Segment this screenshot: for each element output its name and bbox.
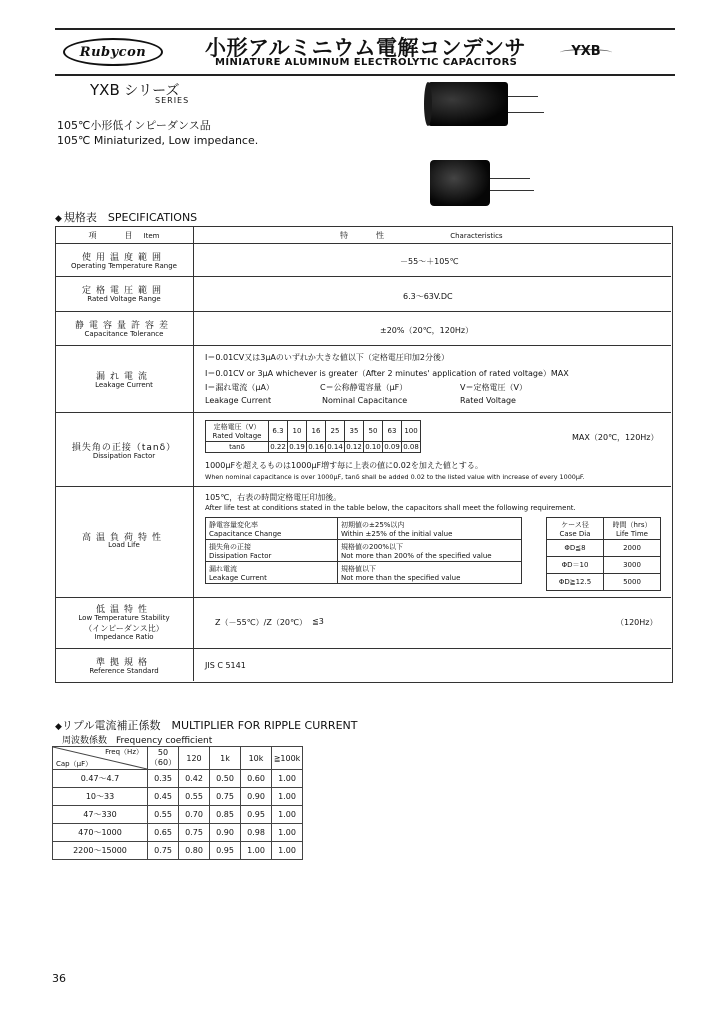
- load-life-label-jp: 高温負荷特性: [81, 533, 166, 543]
- load-life-label-en: Load Life: [108, 541, 140, 549]
- low-temp-label-en: Low Temperature Stability: [78, 614, 170, 622]
- voltage-cell: 35: [345, 421, 364, 442]
- tan-delta-cell: 0.10: [365, 443, 381, 451]
- load-life-criterion: 初期値の±25%以内 Within ±25% of the initial value: [338, 518, 522, 540]
- life-time-header: 時間（hrs） Life Time: [604, 518, 661, 540]
- dissipation-label-jp: 損失角の正接（tanδ）: [71, 443, 177, 453]
- life-time-table: [546, 517, 661, 591]
- life-time-cell: 3000: [604, 557, 661, 574]
- series-code: YXB: [90, 81, 120, 99]
- ripple-subtitle: 周波数係数 Frequency coefficient: [62, 736, 213, 746]
- tan-delta-cell: 0.12: [346, 443, 362, 451]
- multiplier-cell: 0.75: [179, 824, 210, 842]
- spec-row-divider: [55, 412, 671, 413]
- spec-row-divider: [55, 243, 671, 244]
- multiplier-cell: 0.95: [241, 806, 272, 824]
- tan-delta-cell: 0.08: [403, 443, 419, 451]
- voltage-cell: 16: [307, 421, 326, 442]
- page-title-en: MINIATURE ALUMINUM ELECTROLYTIC CAPACITORS: [215, 57, 518, 68]
- freq-header-cell: 120: [179, 747, 210, 770]
- multiplier-cell: 0.95: [210, 842, 241, 860]
- table-row: [53, 824, 303, 842]
- multiplier-cell: 1.00: [272, 770, 303, 788]
- page-title-jp: 小形アルミニウム電解コンデンサ: [205, 36, 527, 60]
- operating-temp-label-en: Operating Temperature Range: [71, 262, 177, 270]
- tan-delta-cell: 0.22: [270, 443, 286, 451]
- leakage-legend-i-jp: I＝漏れ電流（μA）: [205, 383, 274, 392]
- capacitor-lead: [508, 112, 544, 113]
- reference-label-jp: 準拠規格: [95, 658, 152, 668]
- spec-row-divider: [55, 597, 671, 598]
- low-temp-label-en2: Impedance Ratio: [94, 633, 154, 641]
- table-row: [53, 770, 303, 788]
- leakage-legend-v-en: Rated Voltage: [460, 396, 516, 405]
- cap-tolerance-label-en: Capacitance Tolerance: [84, 330, 164, 338]
- series-mark: [560, 42, 612, 60]
- low-temp-label-jp2: （インピーダンス比）: [84, 624, 164, 633]
- load-life-condition-jp: 105℃，右表の時間定格電圧印加後。: [205, 493, 342, 502]
- ripple-corner-cell: [53, 747, 148, 770]
- multiplier-cell: 0.80: [179, 842, 210, 860]
- load-life-item: 漏れ電流 Leakage Current: [206, 562, 338, 584]
- cap-range-cell: 2200～15000: [53, 842, 148, 860]
- spec-row-divider: [55, 276, 671, 277]
- diamond-icon: ◆: [55, 214, 62, 224]
- multiplier-cell: 0.70: [179, 806, 210, 824]
- spec-column-divider: [193, 226, 194, 681]
- low-temp-label-jp: 低温特性: [95, 605, 152, 615]
- operating-temp-value: －55～＋105℃: [400, 257, 459, 266]
- diamond-icon: ◆: [55, 722, 62, 732]
- capacitor-lead: [508, 96, 538, 97]
- multiplier-cell: 0.60: [241, 770, 272, 788]
- multiplier-cell: 0.50: [210, 770, 241, 788]
- load-life-condition-en: After life test at conditions stated in the table below, the capacitors shall meet the following requirement.: [205, 504, 576, 512]
- capacitor-lead: [490, 178, 530, 179]
- leakage-formula-jp: I＝0.01CV又は3μAのいずれか大きな値以下（定格電圧印加2分後）: [205, 353, 449, 362]
- dissipation-label-en: Dissipation Factor: [92, 452, 156, 460]
- multiplier-cell: 0.45: [148, 788, 179, 806]
- spec-row-divider: [55, 311, 671, 312]
- series-mark-text: YXB: [571, 43, 601, 59]
- leakage-legend-v-jp: V＝定格電圧（V）: [460, 383, 527, 392]
- rated-voltage-label-jp: 定格電圧範囲: [81, 286, 166, 296]
- multiplier-cell: 0.55: [148, 806, 179, 824]
- tan-delta-cell: 0.16: [308, 443, 324, 451]
- case-dia-header: ケース径 Case Dia: [547, 518, 604, 540]
- operating-temp-label-jp: 使用温度範囲: [81, 253, 166, 263]
- load-life-criterion: 規格値以下 Not more than the specified value: [338, 562, 522, 584]
- freq-header-label: Freq（Hz）: [105, 748, 143, 756]
- multiplier-cell: 0.75: [210, 788, 241, 806]
- leakage-label-en: Leakage Current: [95, 381, 153, 389]
- multiplier-cell: 0.55: [179, 788, 210, 806]
- spec-row-divider: [55, 648, 671, 649]
- rated-voltage-value: 6.3～63V.DC: [403, 292, 453, 301]
- multiplier-cell: 1.00: [241, 842, 272, 860]
- table-row: [53, 842, 303, 860]
- cap-tolerance-label-jp: 静電容量許容差: [74, 321, 173, 331]
- load-life-item: 損失角の正接 Dissipation Factor: [206, 540, 338, 562]
- series-jp-label: シリーズ: [124, 83, 180, 99]
- spec-header-char: 特 性 Characteristics: [340, 231, 503, 240]
- multiplier-cell: 0.98: [241, 824, 272, 842]
- leakage-legend-c-jp: C＝公称静電容量（μF）: [320, 383, 408, 392]
- voltage-cell: 25: [326, 421, 345, 442]
- freq-header-cell: ≧100k: [272, 747, 303, 770]
- spec-row-divider: [55, 345, 671, 346]
- load-life-item: 静電容量変化率 Capacitance Change: [206, 518, 338, 540]
- spec-section-title: ◆ 規格表 SPECIFICATIONS: [55, 211, 198, 224]
- capacitor-photo-large: [428, 82, 508, 126]
- voltage-cell: 100: [402, 421, 421, 442]
- multiplier-cell: 0.75: [148, 842, 179, 860]
- page-number: 36: [52, 972, 66, 985]
- low-temp-condition: （120Hz）: [616, 618, 658, 627]
- leakage-legend-c-en: Nominal Capacitance: [322, 396, 408, 405]
- rated-voltage-header: 定格電圧（V） Rated Voltage: [206, 421, 269, 442]
- load-life-criterion: 規格値の200%以下 Not more than 200% of the specified value: [338, 540, 522, 562]
- case-dia-cell: ΦD≦8: [547, 540, 604, 557]
- ripple-section-title: ◆リプル電流補正係数 MULTIPLIER FOR RIPPLE CURRENT: [55, 719, 358, 732]
- multiplier-cell: 0.35: [148, 770, 179, 788]
- multiplier-cell: 0.90: [210, 824, 241, 842]
- table-row: [53, 788, 303, 806]
- voltage-cell: 63: [383, 421, 402, 442]
- multiplier-cell: 1.00: [272, 824, 303, 842]
- multiplier-cell: 1.00: [272, 842, 303, 860]
- low-temp-formula: Z（－55℃）/Z（20℃）: [215, 618, 307, 627]
- voltage-cell: 50: [364, 421, 383, 442]
- low-temp-value: ≦3: [312, 617, 324, 626]
- tan-delta-table: [205, 420, 421, 453]
- ripple-multiplier-table: [52, 746, 303, 860]
- capacitor-lead: [490, 190, 534, 191]
- spec-row-divider: [55, 486, 671, 487]
- multiplier-cell: 1.00: [272, 788, 303, 806]
- feature-jp: 105℃小形低インピーダンス品: [57, 119, 211, 132]
- table-row: [53, 806, 303, 824]
- dissipation-note-en: When nominal capacitance is over 1000μF, tanδ shall be added 0.02 to the listed value with increase of every 1000μF.: [205, 473, 585, 481]
- tan-delta-header: tanδ: [206, 442, 269, 453]
- cap-range-cell: 10～33: [53, 788, 148, 806]
- series-en-label: SERIES: [155, 96, 190, 105]
- voltage-cell: 6.3: [269, 421, 288, 442]
- cap-header-label: Cap（μF）: [56, 760, 93, 768]
- multiplier-cell: 0.42: [179, 770, 210, 788]
- freq-header-cell: 10k: [241, 747, 272, 770]
- capacitor-photo-small: [430, 160, 490, 206]
- freq-header-cell: 1k: [210, 747, 241, 770]
- life-time-cell: 5000: [604, 574, 661, 591]
- reference-value: JIS C 5141: [205, 661, 246, 670]
- rated-voltage-label-en: Rated Voltage Range: [87, 295, 161, 303]
- voltage-cell: 10: [288, 421, 307, 442]
- feature-en: 105℃ Miniaturized, Low impedance.: [57, 134, 259, 147]
- leakage-legend-i-en: Leakage Current: [205, 396, 272, 405]
- tan-delta-cell: 0.19: [289, 443, 305, 451]
- cap-range-cell: 47～330: [53, 806, 148, 824]
- reference-label-en: Reference Standard: [89, 667, 159, 675]
- load-life-table: [205, 517, 522, 584]
- freq-header-cell: 50（60）: [148, 747, 179, 770]
- brand-logo: Rubycon: [63, 38, 163, 66]
- leakage-formula-en: I＝0.01CV or 3μA whichever is greater（After 2 minutes' application of rated voltage）MAX: [205, 369, 569, 378]
- multiplier-cell: 0.65: [148, 824, 179, 842]
- dissipation-note-jp: 1000μFを超えるものは1000μF増す毎に上表の値に0.02を加えた値とする。: [205, 461, 483, 470]
- spec-header-item: 項 目 Item: [88, 231, 160, 240]
- tan-delta-cell: 0.14: [327, 443, 343, 451]
- multiplier-cell: 0.85: [210, 806, 241, 824]
- tan-delta-cell: 0.09: [384, 443, 400, 451]
- cap-range-cell: 470～1000: [53, 824, 148, 842]
- cap-range-cell: 0.47～4.7: [53, 770, 148, 788]
- life-time-cell: 2000: [604, 540, 661, 557]
- case-dia-cell: ΦD＝10: [547, 557, 604, 574]
- case-dia-cell: ΦD≧12.5: [547, 574, 604, 591]
- multiplier-cell: 0.90: [241, 788, 272, 806]
- multiplier-cell: 1.00: [272, 806, 303, 824]
- dissipation-condition: MAX（20℃，120Hz）: [572, 433, 659, 442]
- leakage-label-jp: 漏れ電流: [95, 372, 152, 382]
- cap-tolerance-value: ±20%（20℃，120Hz）: [380, 326, 474, 335]
